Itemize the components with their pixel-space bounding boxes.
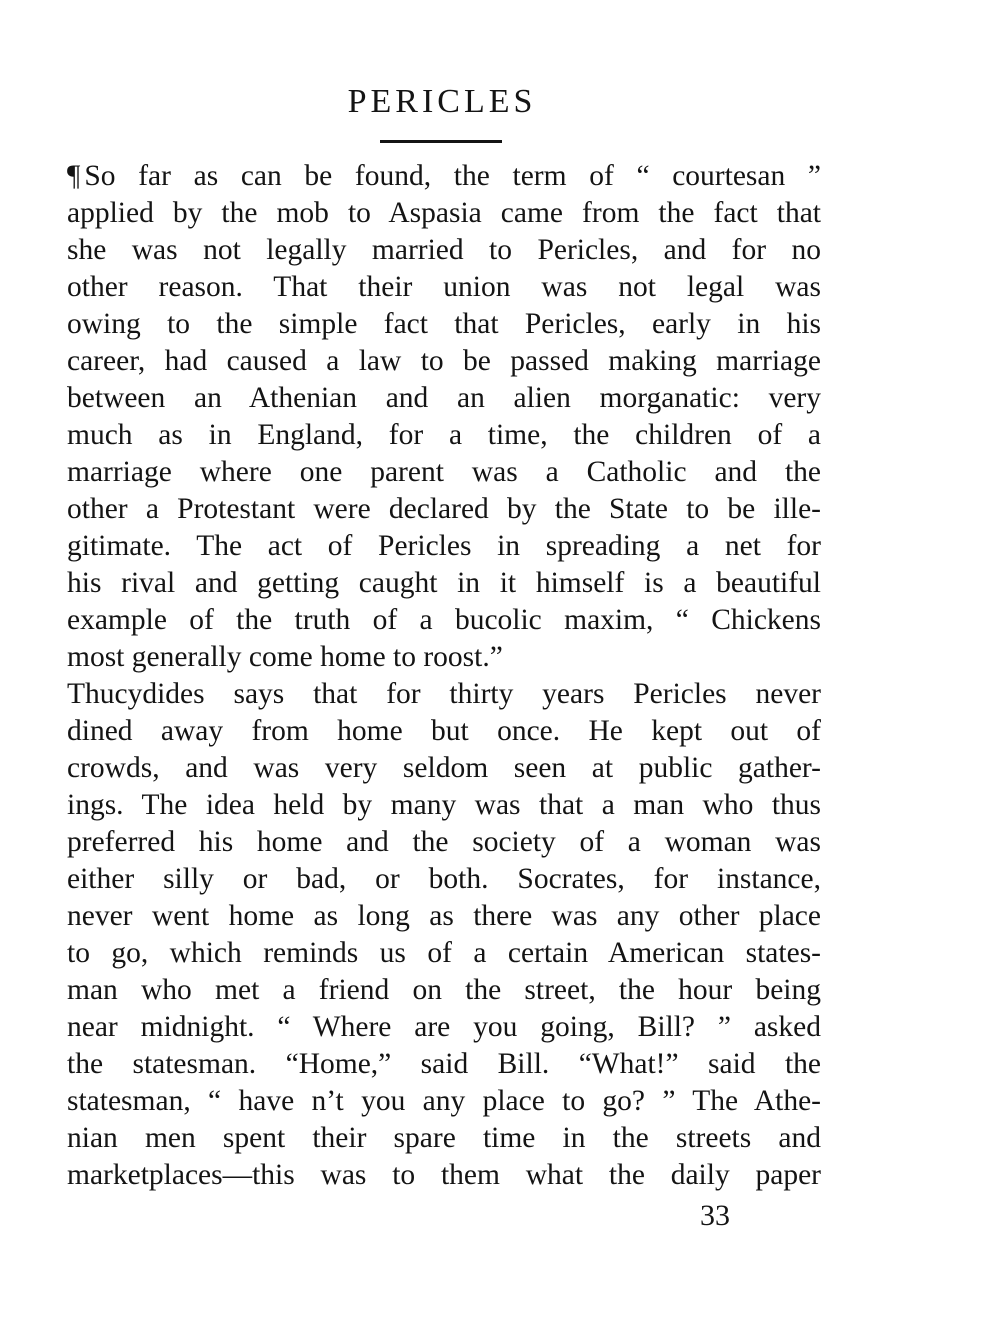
text-line: marketplaces—this was to them what the daily paper bbox=[67, 1159, 821, 1191]
text-line: nian men spent their spare time in the streets and bbox=[67, 1122, 821, 1154]
paragraph-mark: ¶ bbox=[67, 160, 81, 192]
text-line: she was not legally married to Pericles, and for no bbox=[67, 234, 821, 266]
text-line: applied by the mob to Aspasia came from the fact that bbox=[67, 197, 821, 229]
text-line: his rival and getting caught in it himself is a beautiful bbox=[67, 567, 821, 599]
text-line: example of the truth of a bucolic maxim, “ Chickens bbox=[67, 604, 821, 636]
text-line: crowds, and was very seldom seen at public gather- bbox=[67, 752, 821, 784]
page-number: 33 bbox=[700, 1199, 730, 1232]
text-line: dined away from home but once. He kept out of bbox=[67, 715, 821, 747]
text-line: ings. The idea held by many was that a man who thus bbox=[67, 789, 821, 821]
text-line: preferred his home and the society of a woman was bbox=[67, 826, 821, 858]
text-line: ¶ So far as can be found, the term of “ courtesan ” bbox=[67, 158, 821, 195]
text-line: Thucydides says that for thirty years Pericles never bbox=[67, 678, 821, 710]
text-line: near midnight. “ Where are you going, Bill? ” asked bbox=[67, 1011, 821, 1043]
text-line: either silly or bad, or both. Socrates, for instance, bbox=[67, 863, 821, 895]
text-line: to go, which reminds us of a certain American states- bbox=[67, 937, 821, 969]
text-line: the statesman. “Home,” said Bill. “What!” said the bbox=[67, 1048, 821, 1080]
text-line: marriage where one parent was a Catholic and the bbox=[67, 456, 821, 488]
paragraph-2 bbox=[67, 676, 821, 1194]
text-line: statesman, “ have n’t you any place to go? ” The Athe- bbox=[67, 1085, 821, 1117]
text-line: career, had caused a law to be passed making marriage bbox=[67, 345, 821, 377]
title-rule bbox=[380, 140, 502, 143]
text-line: other a Protestant were declared by the State to be ille- bbox=[67, 493, 821, 525]
text-line: between an Athenian and an alien morganatic: very bbox=[67, 382, 821, 414]
text-line: never went home as long as there was any other place bbox=[67, 900, 821, 932]
text-line: most generally come home to roost.” bbox=[67, 641, 503, 673]
text-line: man who met a friend on the street, the hour being bbox=[67, 974, 821, 1006]
text-line: much as in England, for a time, the children of a bbox=[67, 419, 821, 451]
text-line: owing to the simple fact that Pericles, early in his bbox=[67, 308, 821, 340]
running-title: PERICLES bbox=[347, 83, 537, 120]
body-text bbox=[67, 158, 821, 1194]
text-line: other reason. That their union was not legal was bbox=[67, 271, 821, 303]
text-line: gitimate. The act of Pericles in spreading a net for bbox=[67, 530, 821, 562]
paragraph-1 bbox=[67, 158, 821, 676]
